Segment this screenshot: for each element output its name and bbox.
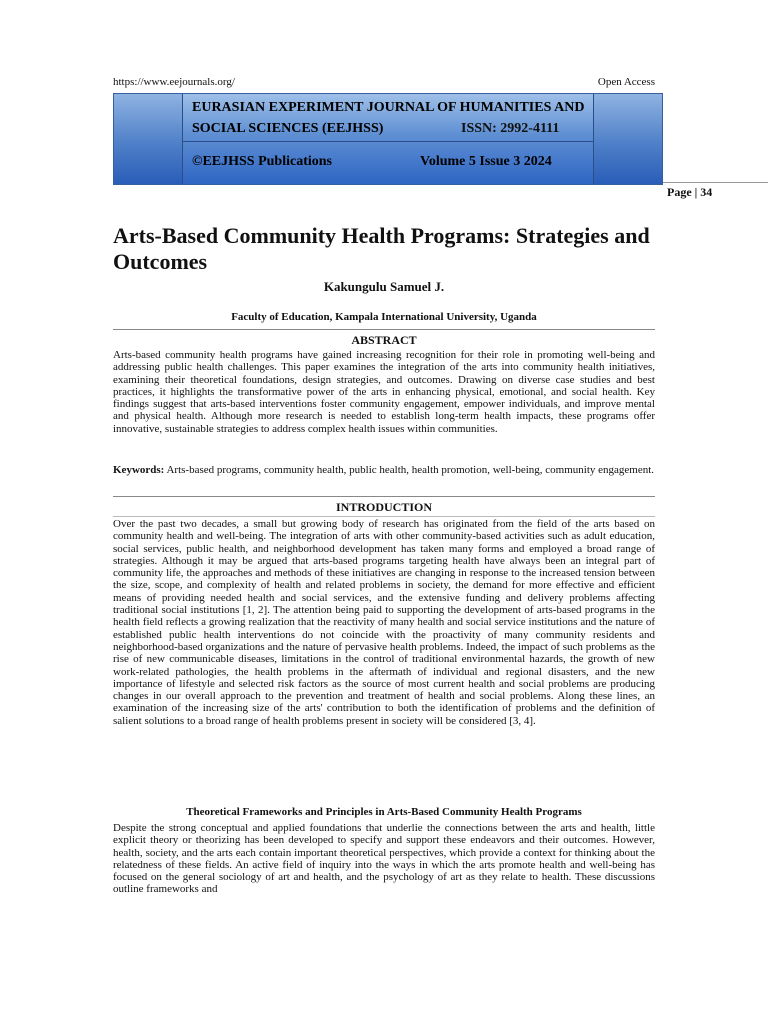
running-header — [113, 76, 655, 90]
journal-issn: ISSN: 2992-4111 — [461, 121, 560, 136]
abstract-heading: ABSTRACT — [351, 333, 417, 347]
theory-text: Despite the strong conceptual and applied foundations that underlie the connections between the arts and health, little explicit theory or theorizing has been developed to specify and support these endeavors and their outcomes. However, health, society, and the arts each contain important theoretical perspectives, which provide a context for thinking about the relatedness of these fields. An active field of inquiry into the ways in which the arts promote health and well-being has focused on the general sociology of art and health, and the psychology of art as they relate to health. These discussions outline frameworks and — [113, 822, 655, 896]
keywords-label: Keywords: — [113, 464, 165, 476]
article-author: Kakungulu Samuel J. — [323, 279, 445, 294]
article-title: Arts-Based Community Health Programs: Strategies and Outcomes — [113, 223, 650, 274]
open-access-label: Open Access — [597, 76, 655, 88]
abstract-text: Arts-based community health programs have gained increasing recognition for their role in promoting well-being and addressing public health challenges. This paper examines the integration of the arts into community health initiatives, examining their theoretical foundations, design strategies, and outcomes. Drawing on diverse case studies and best practices, it highlights the transformative power of the arts in enhancing physical, emotional, and social health. Key findings suggest that arts-based interventions foster community engagement, empower individuals, and improve mental and physical health. Although more research is needed to establish long-term health impacts, these programs offer innovative, sustainable strategies to address complex health issues within communities. — [113, 349, 655, 435]
journal-banner — [113, 93, 663, 185]
banner-divider — [182, 141, 594, 142]
keywords-list: Arts-based programs, community health, public health, health promotion, well-being, community engagement. — [164, 464, 655, 476]
introduction-text: Over the past two decades, a small but growing body of research has originated from the field of the arts based on community health and well-being. The integration of arts with other community-based activities such as adult education, social services, public health, and neighborhood development has taken many forms and employed a broad range of strategies. Although it may be argued that arts-based programs targeting health have always been an integral part of community life, the approaches and methods of these initiatives are changing in response to the increased tension between the size, scope, and complexity of health and related problems in society, the demand for more effective and efficient means of providing needed health and social services, and the extensive funding and delivery problems affecting traditional social institutions [1, 2]. The attention being paid to supporting the development of arts-based programs in the health field reflects a growing realization that the reactivity of many health and social service institutions and the nature of established public health interventions do not coincide with the proactivity of many community residents and neighborhood-based organizations and the nature of pervasive health problems. Indeed, the impact of such problems as the rise of new communicable diseases, limitations in the control of traditional environmental hazards, the growth of new work-related pathologies, the health problems in the aftermath of individual and regional disasters, and the new importance of lifestyle and selected risk factors as the source of most current health and social problems are producing changes in our overall approach to the prevention and treatment of health and social problems. Along these lines, an examination of the increasing size of the arts' contribution to both the identification of problems and the definition of salient solutions to a broad range of health problems present in society will be considered [3, 4]. — [113, 518, 655, 727]
banner-left-panel — [114, 94, 183, 184]
page-number-rule — [663, 182, 768, 183]
banner-right-panel — [593, 94, 662, 184]
journal-url[interactable]: https://www.eejournals.org/ — [113, 76, 235, 88]
divider — [113, 496, 655, 497]
publisher-label: ©EEJHSS Publications — [192, 154, 332, 169]
journal-name-line1: EURASIAN EXPERIMENT JOURNAL OF HUMANITIES AND — [192, 100, 585, 115]
page-number: Page | 34 — [667, 185, 713, 199]
introduction-heading: INTRODUCTION — [335, 500, 432, 514]
theory-heading: Theoretical Frameworks and Principles in Arts-Based Community Health Programs — [186, 806, 582, 818]
volume-issue-label: Volume 5 Issue 3 2024 — [420, 154, 552, 169]
keywords — [113, 464, 655, 476]
journal-name-line2: SOCIAL SCIENCES (EEJHSS) — [192, 121, 384, 136]
divider — [113, 516, 655, 517]
author-affiliation: Faculty of Education, Kampala International University, Uganda — [231, 311, 537, 323]
divider — [113, 329, 655, 330]
